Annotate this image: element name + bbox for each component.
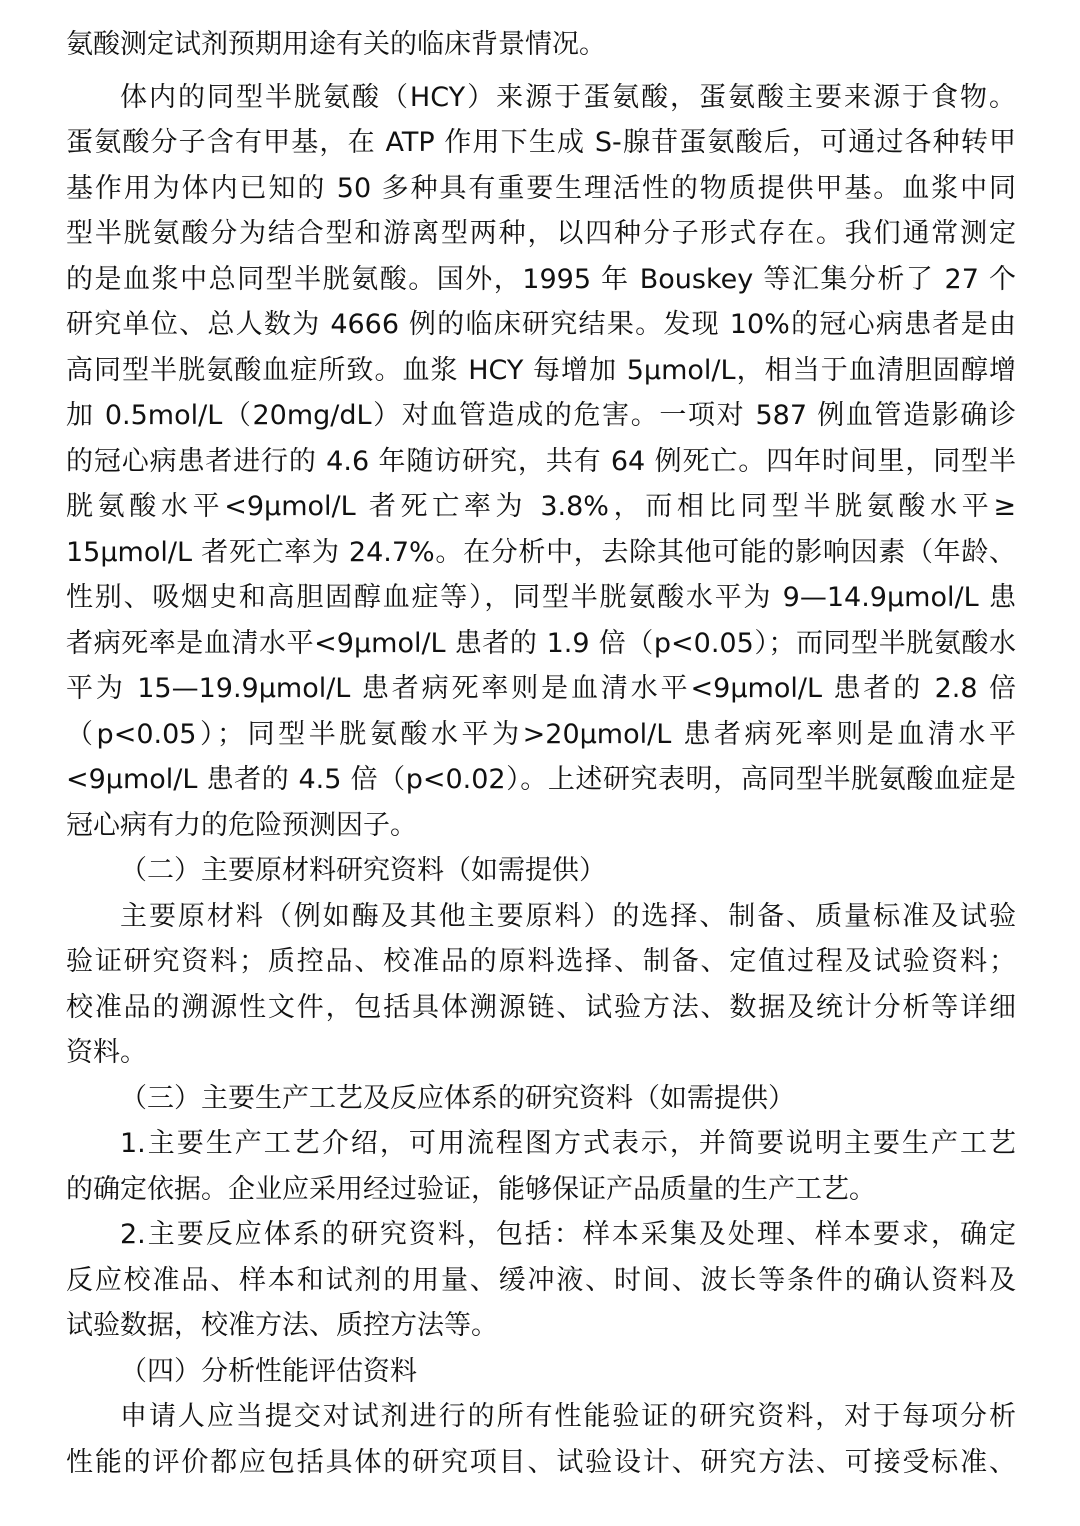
- paragraph-first-line: 体内的同型半胱氨酸（HCY）来源于蛋氨酸，蛋氨酸主要来源于食物。: [120, 82, 1016, 113]
- section-heading-4: （四）分析性能评估资料: [120, 1356, 417, 1387]
- section-heading-2: （二）主要原材料研究资料（如需提供）: [120, 855, 606, 886]
- text-line: 验证研究资料；质控品、校准品的原料选择、制备、定值过程及试验资料；: [66, 946, 1016, 977]
- paragraph-first-line: 1.主要生产工艺介绍，可用流程图方式表示，并简要说明主要生产工艺: [120, 1128, 1016, 1159]
- text-line: 校准品的溯源性文件，包括具体溯源链、试验方法、数据及统计分析等详细: [66, 992, 1016, 1023]
- text-line: 蛋氨酸分子含有甲基，在 ATP 作用下生成 S-腺苷蛋氨酸后，可通过各种转甲: [66, 127, 1016, 158]
- text-line: 者病死率是血清水平<9μmol/L 患者的 1.9 倍（p<0.05）；而同型半胱氨酸水: [66, 628, 1016, 659]
- text-line: 资料。: [66, 1037, 147, 1068]
- text-line: 试验数据，校准方法、质控方法等。: [66, 1310, 498, 1341]
- section-heading-3: （三）主要生产工艺及反应体系的研究资料（如需提供）: [120, 1083, 795, 1114]
- paragraph-first-line: 申请人应当提交对试剂进行的所有性能验证的研究资料，对于每项分析: [120, 1401, 1016, 1432]
- text-line: 冠心病有力的危险预测因子。: [66, 810, 417, 841]
- text-line: 高同型半胱氨酸血症所致。血浆 HCY 每增加 5μmol/L，相当于血清胆固醇增: [66, 355, 1016, 386]
- text-line: 15μmol/L 者死亡率为 24.7%。在分析中，去除其他可能的影响因素（年龄、: [66, 537, 1016, 568]
- text-line: 研究单位、总人数为 4666 例的临床研究结果。发现 10%的冠心病患者是由: [66, 309, 1016, 340]
- paragraph-first-line: 主要原材料（例如酶及其他主要原料）的选择、制备、质量标准及试验: [120, 901, 1016, 932]
- text-line: 氨酸测定试剂预期用途有关的临床背景情况。: [66, 29, 606, 60]
- text-line: 型半胱氨酸分为结合型和游离型两种，以四种分子形式存在。我们通常测定: [66, 218, 1016, 249]
- text-line: 基作用为体内已知的 50 多种具有重要生理活性的物质提供甲基。血浆中同: [66, 173, 1016, 204]
- text-line: （p<0.05）；同型半胱氨酸水平为>20μmol/L 患者病死率则是血清水平: [66, 719, 1016, 750]
- text-line: 的确定依据。企业应采用经过验证，能够保证产品质量的生产工艺。: [66, 1174, 876, 1205]
- text-line: <9μmol/L 患者的 4.5 倍（p<0.02）。上述研究表明，高同型半胱氨酸血症是: [66, 764, 1016, 795]
- text-line: 的是血浆中总同型半胱氨酸。国外，1995 年 Bouskey 等汇集分析了 27 个: [66, 264, 1016, 295]
- text-line: 平为 15—19.9μmol/L 患者病死率则是血清水平<9μmol/L 患者的 2.8 倍: [66, 673, 1016, 704]
- text-line: 加 0.5mol/L（20mg/dL）对血管造成的危害。一项对 587 例血管造影确诊: [66, 400, 1016, 431]
- text-line: 反应校准品、样本和试剂的用量、缓冲液、时间、波长等条件的确认资料及: [66, 1265, 1016, 1296]
- text-line: 的冠心病患者进行的 4.6 年随访研究，共有 64 例死亡。四年时间里，同型半: [66, 446, 1016, 477]
- text-line: 性能的评价都应包括具体的研究项目、试验设计、研究方法、可接受标准、: [66, 1447, 1016, 1478]
- paragraph-first-line: 2.主要反应体系的研究资料，包括：样本采集及处理、样本要求，确定: [120, 1219, 1016, 1250]
- text-line: 性别、吸烟史和高胆固醇血症等），同型半胱氨酸水平为 9—14.9μmol/L 患: [66, 582, 1016, 613]
- text-line: 胱氨酸水平<9μmol/L 者死亡率为 3.8%，而相比同型半胱氨酸水平≥: [66, 491, 1016, 522]
